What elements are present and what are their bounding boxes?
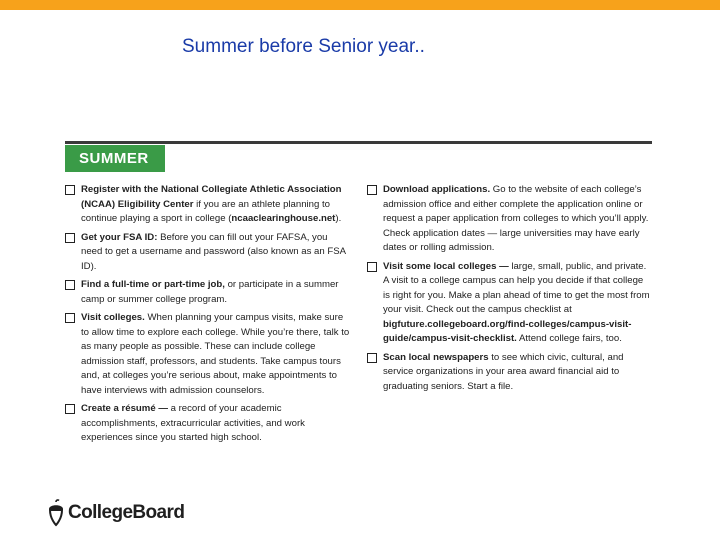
checkbox-icon[interactable] <box>65 233 75 243</box>
checkbox-icon[interactable] <box>65 185 75 195</box>
checklist-item-text <box>81 311 350 398</box>
checklist-item-text <box>81 278 350 307</box>
checklist-item <box>65 183 350 227</box>
checklist-item-heading: Download applications. <box>383 184 491 195</box>
checklist-item-body: large, small, public, and private. A visit to a college campus can help you decide if that college is right for you. Make a plan ahead of time to get the most from your visit. Check out the campus checklist at <box>383 260 650 315</box>
checklist-item <box>65 311 350 398</box>
slide-title: Summer before Senior year.. <box>182 36 425 57</box>
section-divider <box>65 141 652 144</box>
checklist-item-body: if you are an athlete planning to continue playing a sport in college ( <box>81 198 331 224</box>
checklist-item-body: When planning your campus visits, make sure to allow time to explore each college. While you’re there, talk to as many people as possible. These can include college admission staff, professors, and students. Take campus tours and, at colleges you’re serious about, make appointments to have interviews with admission counselors. <box>81 312 350 396</box>
checklist-left-column <box>65 183 350 450</box>
checklist-item-body: Go to the website of each college’s admission office and either complete the application online or request a paper application from colleges to which you’ll apply. Check application dates — large universities may have early dates or rolling admission. <box>383 184 649 253</box>
checklist-item <box>65 402 350 446</box>
checkbox-icon[interactable] <box>65 313 75 323</box>
checklist-item <box>65 278 350 307</box>
checklist-right-column <box>367 183 652 398</box>
checklist-item-heading: Visit colleges. <box>81 312 145 323</box>
collegeboard-logo <box>46 498 184 528</box>
checklist-item-link[interactable]: bigfuture.collegeboard.org/find-colleges/campus-visit-guide/campus-visit-checklist. <box>383 318 632 344</box>
checkbox-icon[interactable] <box>65 404 75 414</box>
checkbox-icon[interactable] <box>367 185 377 195</box>
section-label: SUMMER <box>65 145 165 172</box>
checklist-item-text <box>383 183 652 256</box>
logo-wordmark: CollegeBoard <box>68 502 185 523</box>
checklist-item-text <box>383 260 652 347</box>
checklist-item-link[interactable]: ncaaclearinghouse.net <box>231 213 336 224</box>
checklist-item-heading: Get your FSA ID: <box>81 231 158 243</box>
checklist-item-heading: Register with the National Collegiate Athletic Association (NCAA) Eligibility Center <box>81 184 342 210</box>
checkbox-icon[interactable] <box>367 262 377 272</box>
checklist-item-tail: Attend college fairs, too. <box>516 333 622 344</box>
acorn-logo-icon <box>46 499 66 527</box>
checkbox-icon[interactable] <box>367 353 377 363</box>
checklist-item-tail: ). <box>335 213 342 224</box>
checklist-item-text <box>81 231 350 275</box>
checklist-item-body: a record of your academic accomplishments, extracurricular activities, and work experiences since you started high school. <box>81 403 305 443</box>
checklist-item-body: to see which civic, cultural, and service organizations in your area award financial aid to graduating seniors. Start a file. <box>383 351 624 392</box>
checklist-item-heading: Scan local newspapers <box>383 351 489 363</box>
checklist-item-text <box>81 183 350 227</box>
checklist-item-body: or participate in a summer camp or summer college program. <box>81 279 339 305</box>
checklist-item-heading: Find a full-time or part-time job, <box>81 279 225 290</box>
checklist-item <box>367 351 652 395</box>
checklist-item-heading: Create a résumé — <box>81 403 168 414</box>
checklist-item-text <box>383 351 652 395</box>
checklist-item <box>65 231 350 275</box>
checklist-item-heading: Visit some local colleges — <box>383 260 509 272</box>
checklist-item <box>367 183 652 256</box>
checklist-item-body: Before you can fill out your FAFSA, you need to get a username and password (also known as an FSA ID). <box>81 231 346 272</box>
checklist-item <box>367 260 652 347</box>
checklist-item-text <box>81 402 350 446</box>
top-accent-bar <box>0 0 720 10</box>
checkbox-icon[interactable] <box>65 280 75 290</box>
